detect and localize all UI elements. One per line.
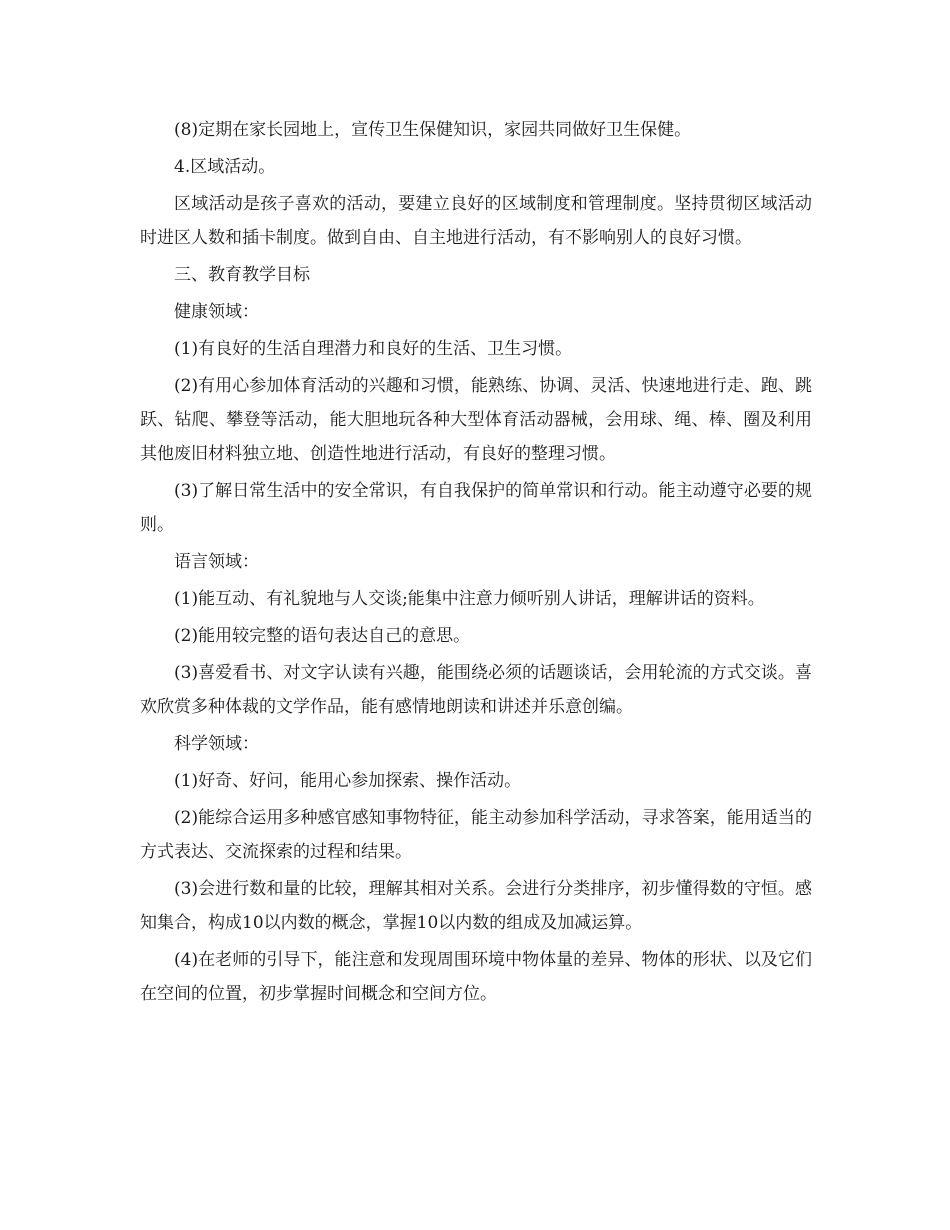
paragraph-language-1: (1)能互动、有礼貌地与人交谈;能集中注意力倾听别人讲话，理解讲话的资料。 [174,589,765,609]
paragraph-science-2: (2)能综合运用多种感官感知事物特征，能主动参加科学活动，寻求答案，能用适当的方式表达、交流探索的过程和结果。 [140,808,812,862]
subheading-science: 科学领域： [174,734,259,754]
paragraph-area-activity: 区域活动是孩子喜欢的活动，要建立良好的区域制度和管理制度。坚持贯彻区域活动时进区人数和插卡制度。做到自由、自主地进行活动，有不影响别人的良好习惯。 [140,194,812,248]
subheading-health: 健康领域： [174,302,259,322]
paragraph-language-2: (2)能用较完整的语句表达自己的意思。 [174,626,471,646]
paragraph-language-3: (3)喜爱看书、对文字认读有兴趣，能围绕必须的话题谈话，会用轮流的方式交谈。喜欢欣赏多种体裁的文学作品，能有感情地朗读和讲述并乐意创编。 [140,663,812,717]
paragraph-science-1: (1)好奇、好问，能用心参加探索、操作活动。 [174,771,522,791]
paragraph-health-1: (1)有良好的生活自理潜力和良好的生活、卫生习惯。 [174,339,573,359]
paragraph-health-3: (3)了解日常生活中的安全常识，有自我保护的简单常识和行动。能主动遵守必要的规则。 [140,481,812,535]
paragraph-health-2: (2)有用心参加体育活动的兴趣和习惯，能熟练、协调、灵活、快速地进行走、跑、跳跃、钻爬、攀登等活动，能大胆地玩各种大型体育活动器械，会用球、绳、棒、圈及利用其他废旧材料独立地、创造性地进行活动，有良好的整理习惯。 [140,376,812,464]
heading-area-activity: 4.区域活动。 [174,157,276,177]
section-heading-education-goals: 三、教育教学目标 [174,265,310,285]
paragraph-hygiene-8: (8)定期在家长园地上，宣传卫生保健知识，家园共同做好卫生保健。 [174,120,692,140]
paragraph-science-3: (3)会进行数和量的比较，理解其相对关系。会进行分类排序，初步懂得数的守恒。感知集合，构成10以内数的概念，掌握10以内数的组成及加减运算。 [140,879,812,933]
subheading-language: 语言领域： [174,552,259,572]
paragraph-science-4: (4)在老师的引导下，能注意和发现周围环境中物体量的差异、物体的形状、以及它们在空间的位置，初步掌握时间概念和空间方位。 [140,950,812,1004]
document-body [140,113,812,1014]
